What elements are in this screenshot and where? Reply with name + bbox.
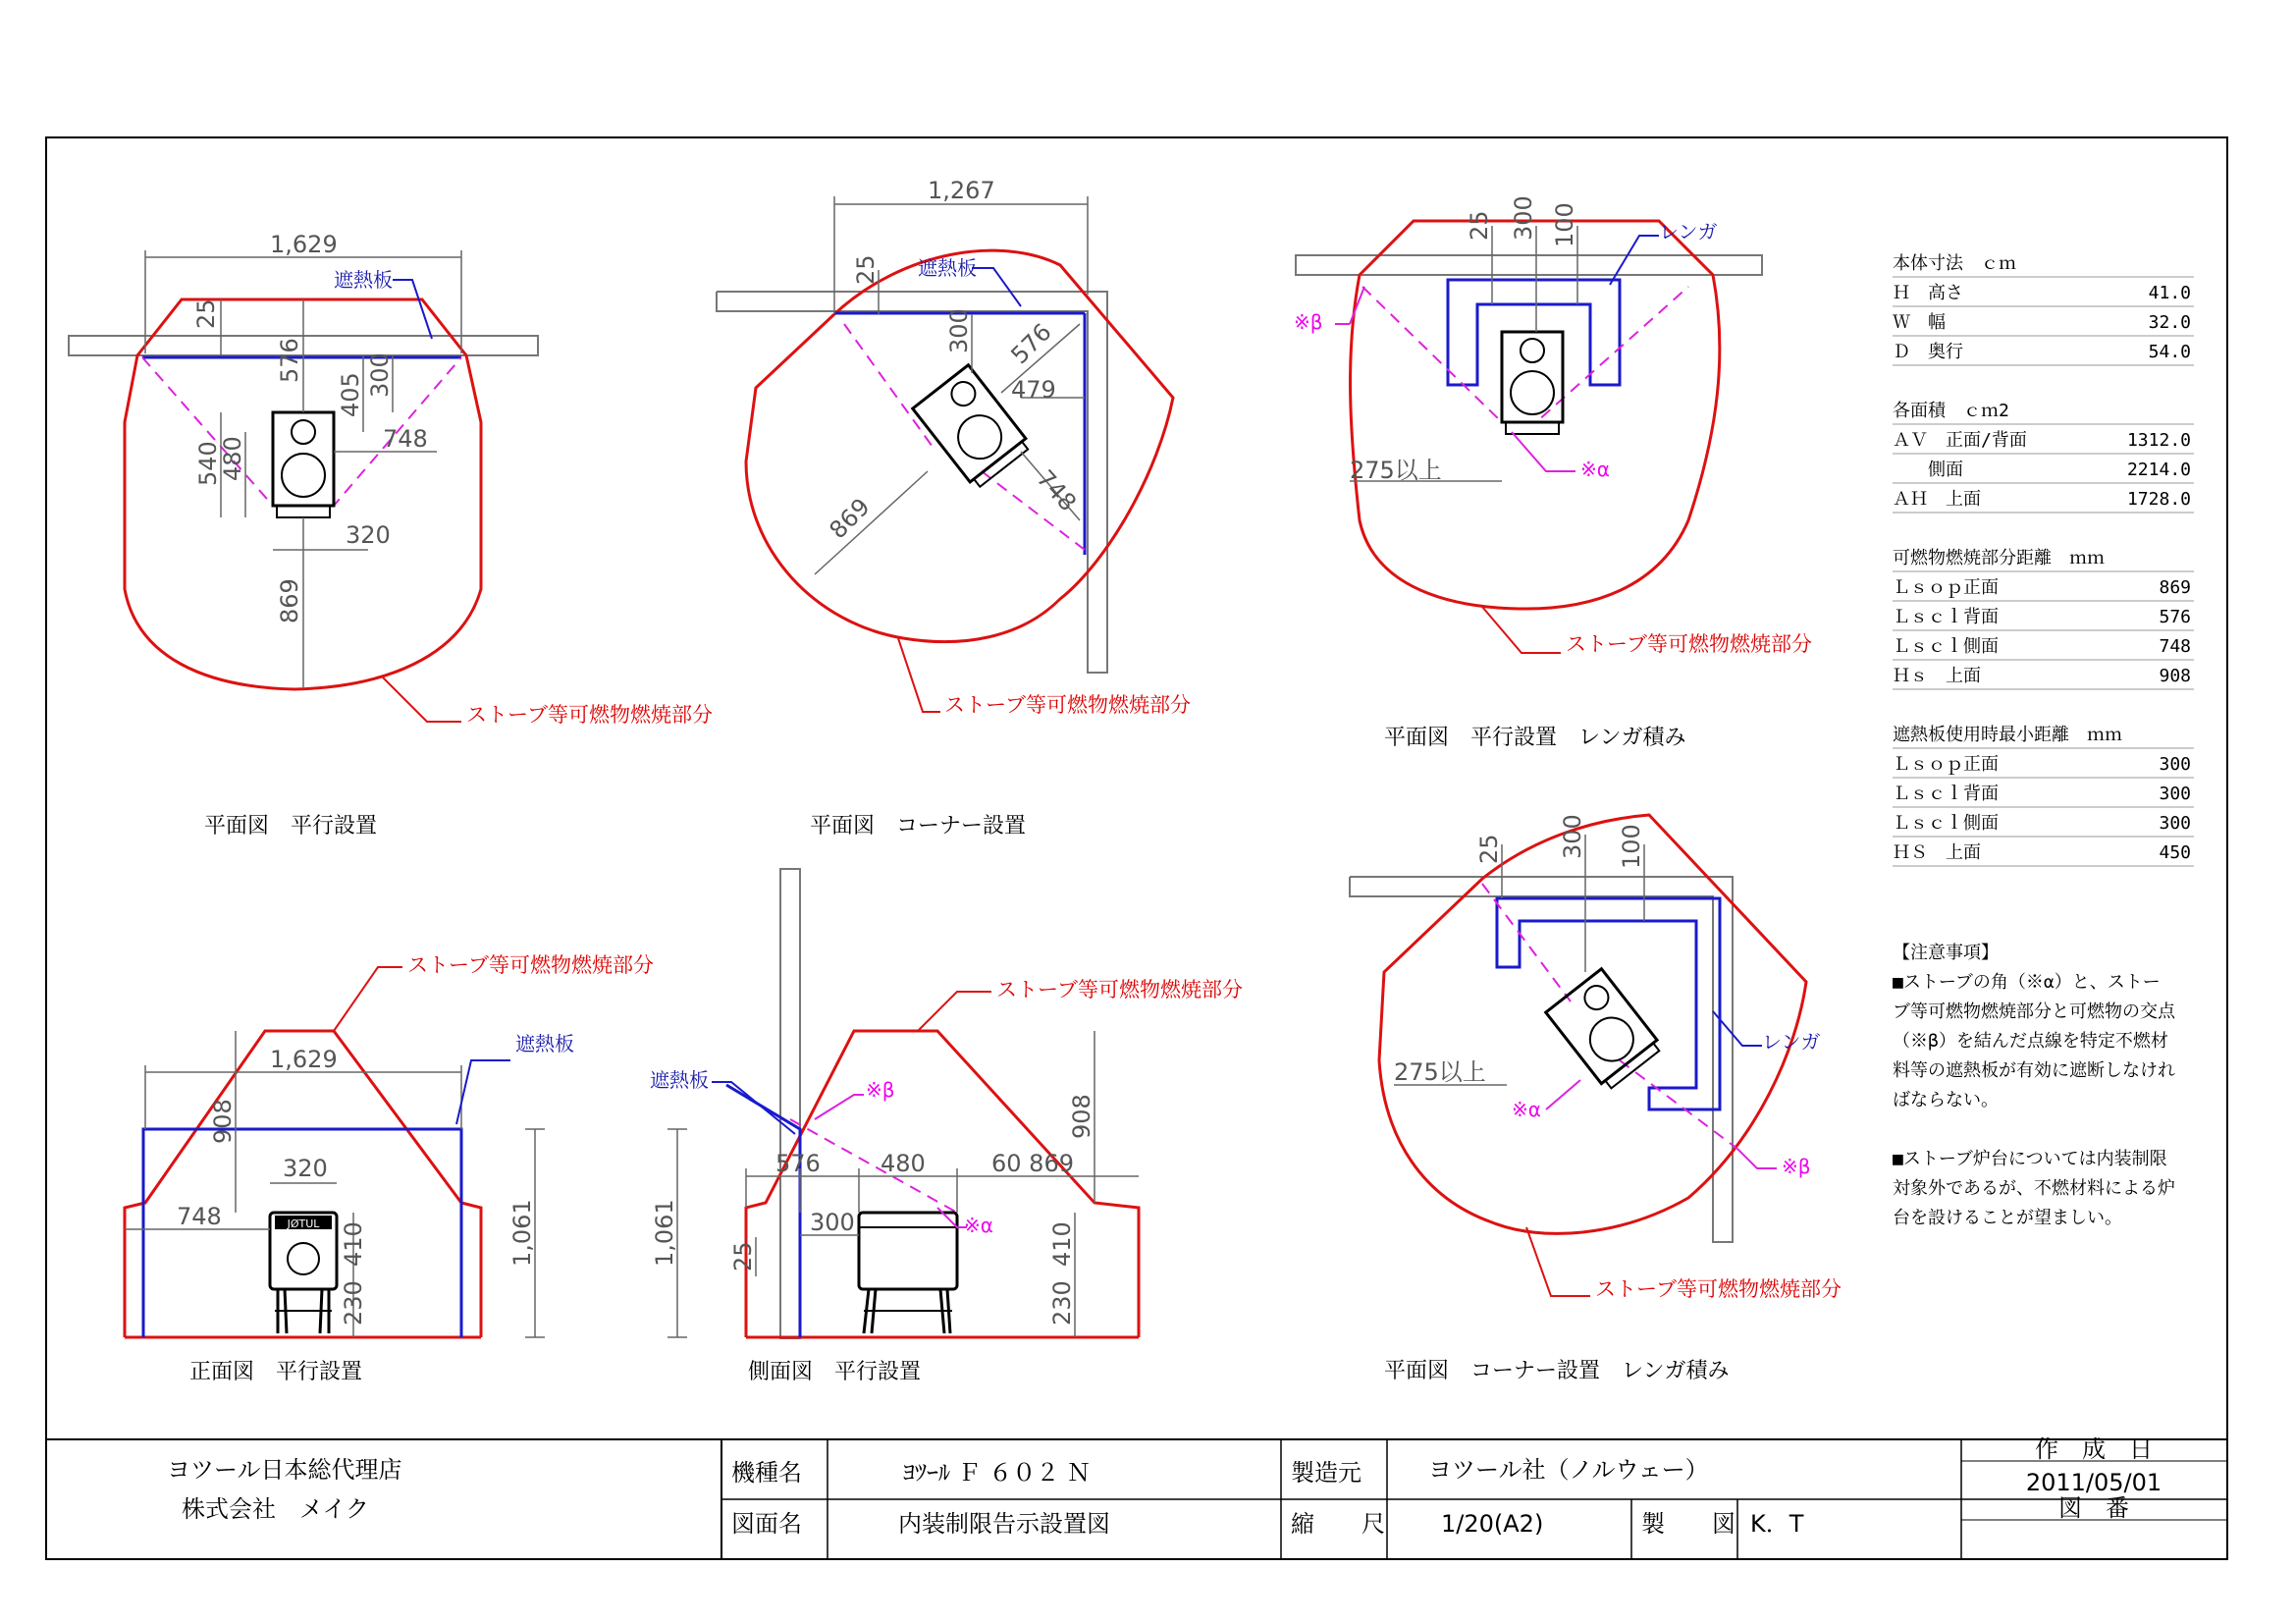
shield-leader: [972, 268, 1021, 306]
date-label: 作 成 日: [2035, 1435, 2153, 1463]
caption: 正面図 平行設置: [189, 1360, 363, 1384]
dashed-line: [844, 324, 1085, 550]
dim-1061: 1,061: [651, 1199, 678, 1267]
stove-flue: [1521, 339, 1544, 362]
dim-230: 230: [1048, 1280, 1076, 1325]
dim-410: 410: [340, 1221, 367, 1267]
date: 2011/05/01: [2025, 1469, 2163, 1496]
caption: 平面図 平行設置: [204, 814, 378, 839]
number-label: 図 番: [2058, 1494, 2129, 1522]
stove-body: [273, 412, 334, 506]
svg-text:ＨＳ 上面: ＨＳ 上面: [1893, 842, 1981, 863]
svg-text:41.0: 41.0: [2148, 283, 2191, 303]
brick-leader: [1610, 236, 1659, 285]
alpha-leader: [1512, 432, 1575, 471]
stove-base: [1506, 422, 1559, 434]
svg-text:側面: 側面: [1893, 460, 1963, 480]
drafter-label: 製 図: [1641, 1510, 1735, 1538]
svg-text:■ストーブ炉台については内装制限: ■ストーブ炉台については内装制限: [1893, 1149, 2167, 1169]
dim-100: 100: [1551, 202, 1578, 247]
label-shield: 遮熱板: [918, 256, 977, 280]
svg-text:対象外であるが、不燃材料による炉: 対象外であるが、不燃材料による炉: [1893, 1178, 2175, 1199]
dim-540: 540: [194, 441, 222, 486]
svg-text:54.0: 54.0: [2148, 342, 2191, 362]
burn-leader: [1482, 607, 1561, 653]
notes-title: 【注意事項】: [1893, 943, 1999, 963]
dim-576: 576: [1005, 318, 1057, 370]
svg-text:Ｌｓｃｌ背面: Ｌｓｃｌ背面: [1893, 784, 1999, 804]
dim-480: 480: [881, 1150, 926, 1177]
label-burn: ストーブ等可燃物燃焼部分: [996, 978, 1243, 1001]
svg-text:Ｈ 高さ: Ｈ 高さ: [1893, 283, 1963, 303]
spec-min-rows: [1893, 748, 2194, 866]
svg-text:908: 908: [2159, 666, 2191, 686]
dim-869: 869: [276, 578, 303, 623]
svg-text:300: 300: [2159, 784, 2191, 804]
svg-text:748: 748: [2159, 636, 2191, 657]
caption: 側面図 平行設置: [748, 1360, 922, 1384]
dim-1267: 1,267: [928, 177, 995, 204]
view-plan-brick: [1294, 195, 1812, 750]
svg-text:1728.0: 1728.0: [2126, 489, 2191, 510]
label-alpha: ※α: [1512, 1098, 1541, 1121]
dim-230: 230: [340, 1280, 367, 1325]
label-burn: ストーブ等可燃物燃焼部分: [1566, 632, 1812, 656]
title-block: [46, 1435, 2227, 1559]
shield-leader: [456, 1060, 510, 1124]
dim-25: 25: [1466, 210, 1493, 241]
dim-479: 479: [1011, 376, 1056, 404]
stove-side: [859, 1213, 957, 1333]
svg-text:■ストーブの角（※α）と、ストー: ■ストーブの角（※α）と、ストー: [1893, 972, 2161, 993]
model-label: 機種名: [731, 1459, 802, 1487]
caption: 平面図 平行設置 レンガ積み: [1384, 726, 1686, 750]
svg-text:300: 300: [2159, 754, 2191, 775]
beta-leader: [815, 1095, 864, 1119]
dim-869: 869: [824, 493, 876, 545]
drafter: K．T: [1750, 1510, 1804, 1538]
dim-908: 908: [209, 1099, 237, 1144]
label-shield: 遮熱板: [515, 1032, 574, 1055]
svg-text:Ｌｓｏｐ正面: Ｌｓｏｐ正面: [1893, 577, 1999, 598]
spec-min-title: 遮熱板使用時最小距離 ｍｍ: [1893, 725, 2122, 745]
svg-text:Ｌｓｃｌ背面: Ｌｓｃｌ背面: [1893, 607, 1999, 627]
dim-275: 275以上: [1394, 1058, 1486, 1086]
stove-top: [282, 454, 325, 497]
caption: 平面図 コーナー設置 レンガ積み: [1384, 1359, 1730, 1383]
label-burn: ストーブ等可燃物燃焼部分: [1595, 1277, 1842, 1301]
dim-300: 300: [366, 352, 394, 398]
agency: ヨツール日本総代理店: [167, 1456, 402, 1484]
dim-908: 908: [1068, 1094, 1095, 1139]
dim-25: 25: [1475, 834, 1503, 864]
model: ﾖﾂｰﾙ Ｆ ６０２ Ｎ: [903, 1459, 1091, 1487]
dim-25: 25: [729, 1241, 757, 1271]
burn-zone: [746, 1031, 1139, 1337]
dim-60869: 60 869: [991, 1150, 1074, 1177]
svg-text:ＡＶ 正面/背面: ＡＶ 正面/背面: [1893, 430, 2027, 451]
beta-leader: [1737, 1149, 1777, 1168]
drawing-label: 図面名: [731, 1510, 802, 1538]
maker-label: 製造元: [1291, 1459, 1362, 1487]
burn-leader: [918, 992, 991, 1031]
label-shield: 遮熱板: [334, 268, 393, 292]
dim-576: 576: [775, 1150, 821, 1177]
svg-text:Ｌｓｏｐ正面: Ｌｓｏｐ正面: [1893, 754, 1999, 775]
company: 株式会社 メイク: [182, 1495, 370, 1523]
label-beta: ※β: [1294, 310, 1323, 334]
svg-text:ブ等可燃物燃焼部分と可燃物の交点: ブ等可燃物燃焼部分と可燃物の交点: [1893, 1001, 2175, 1022]
scale-label: 縮 尺: [1291, 1510, 1385, 1538]
shield-board: [726, 1085, 800, 1337]
spec-body-rows: [1893, 277, 2194, 365]
svg-text:（※β）を結んだ点線を特定不燃材: （※β）を結んだ点線を特定不燃材: [1893, 1031, 2168, 1052]
drawing: 内装制限告示設置図: [898, 1510, 1110, 1538]
spec-dist-title: 可燃物燃焼部分距離 ｍｍ: [1893, 548, 2105, 568]
stove-base: [277, 506, 330, 517]
svg-text:ＡＨ 上面: ＡＨ 上面: [1893, 489, 1981, 510]
svg-text:台を設けることが望ましい。: 台を設けることが望ましい。: [1893, 1208, 2122, 1228]
svg-text:ばならない。: ばならない。: [1893, 1090, 1999, 1110]
maker: ヨツール社（ノルウェー）: [1428, 1456, 1709, 1484]
spec-area-title: 各面積 ｃｍ2: [1893, 401, 2009, 421]
stove-flue: [292, 420, 315, 444]
burn-leader: [898, 638, 940, 712]
spec-area-rows: [1893, 424, 2194, 513]
label-shield: 遮熱板: [650, 1068, 709, 1092]
dim-25: 25: [852, 254, 880, 285]
wall: [780, 869, 800, 1338]
shield-leader: [393, 280, 432, 339]
dim-300: 300: [810, 1209, 855, 1236]
dim-1629: 1,629: [270, 1046, 338, 1073]
burn-leader: [334, 967, 402, 1031]
view-plan-corner-brick: [1350, 814, 1842, 1383]
label-burn: ストーブ等可燃物燃焼部分: [466, 703, 713, 727]
dim-100: 100: [1618, 824, 1645, 869]
scale: 1/20(A2): [1441, 1510, 1544, 1538]
svg-text:Ｗ 幅: Ｗ 幅: [1893, 312, 1946, 333]
svg-text:300: 300: [2159, 813, 2191, 834]
label-burn: ストーブ等可燃物燃焼部分: [944, 693, 1191, 717]
svg-text:料等の遮熱板が有効に遮断しなけれ: 料等の遮熱板が有効に遮断しなけれ: [1893, 1060, 2175, 1081]
svg-text:Ｄ 奥行: Ｄ 奥行: [1893, 342, 1963, 362]
dim-576: 576: [276, 338, 303, 383]
dim-480: 480: [219, 436, 246, 481]
label-brick: レンガ: [1659, 220, 1718, 243]
label-burn: ストーブ等可燃物燃焼部分: [407, 953, 654, 977]
stove: [1546, 969, 1664, 1092]
svg-text:32.0: 32.0: [2148, 312, 2191, 333]
burn-leader: [383, 677, 461, 722]
dim-1629: 1,629: [270, 231, 338, 258]
wall: [1296, 255, 1762, 275]
dim-748: 748: [177, 1203, 222, 1230]
spec-dist-rows: [1893, 571, 2194, 689]
svg-text:576: 576: [2159, 607, 2191, 627]
caption: 平面図 コーナー設置: [810, 814, 1027, 839]
svg-text:Ｌｓｃｌ側面: Ｌｓｃｌ側面: [1893, 636, 1999, 657]
logo: JØTUL: [287, 1217, 320, 1230]
stove-body: [1502, 332, 1563, 422]
shield-leader: [712, 1082, 795, 1134]
dim-410: 410: [1048, 1221, 1076, 1267]
svg-text:Ｈｓ 上面: Ｈｓ 上面: [1893, 666, 1981, 686]
view-plan-corner: [717, 177, 1191, 839]
label-beta: ※β: [1782, 1155, 1811, 1178]
label-alpha: ※α: [964, 1214, 993, 1237]
svg-text:2214.0: 2214.0: [2126, 460, 2191, 480]
label-beta: ※β: [866, 1078, 895, 1102]
svg-text:450: 450: [2159, 842, 2191, 863]
view-plan-parallel: [69, 231, 713, 839]
alpha-leader: [1546, 1080, 1580, 1109]
dim-300: 300: [945, 308, 973, 353]
dim-320: 320: [346, 521, 391, 549]
burn-leader: [1526, 1227, 1590, 1296]
dim-748: 748: [383, 425, 428, 453]
specs-panel: [1893, 253, 2194, 866]
svg-text:869: 869: [2159, 577, 2191, 598]
notes: [1893, 943, 2176, 1228]
stove-front: [270, 1213, 337, 1333]
dim-300: 300: [1510, 195, 1537, 241]
stove-top: [1511, 371, 1554, 414]
dim-300: 300: [1559, 814, 1586, 859]
svg-text:1312.0: 1312.0: [2126, 430, 2191, 451]
label-alpha: ※α: [1580, 458, 1610, 481]
dim-748: 748: [1031, 464, 1083, 517]
svg-text:Ｌｓｃｌ側面: Ｌｓｃｌ側面: [1893, 813, 1999, 834]
dim-275: 275以上: [1350, 457, 1442, 484]
beta-leader: [1335, 287, 1364, 324]
burn-zone: [125, 1031, 481, 1337]
view-side: [650, 869, 1243, 1384]
view-front: [125, 953, 654, 1384]
dim-1061: 1,061: [508, 1199, 536, 1267]
dim-320: 320: [283, 1155, 328, 1182]
dashed-line: [1362, 287, 1688, 422]
dim-25: 25: [192, 298, 220, 329]
dim-405: 405: [337, 372, 364, 417]
spec-body-title: 本体寸法 ｃｍ: [1893, 253, 2016, 274]
label-brick: レンガ: [1762, 1030, 1821, 1054]
